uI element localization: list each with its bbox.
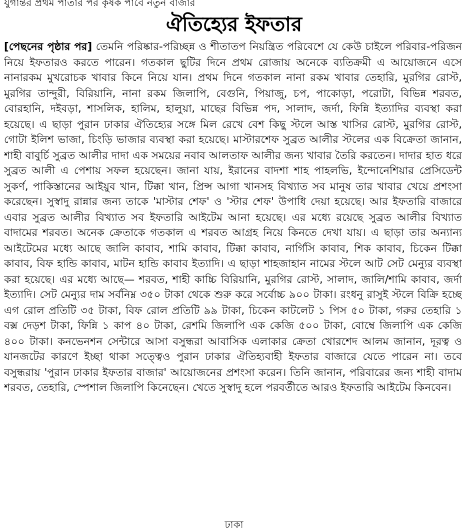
continued-from-label: [পেছনের পৃষ্ঠার পর] xyxy=(4,41,93,53)
article-headline: ঐতিহ্যের ইফতার xyxy=(166,12,302,36)
article-body xyxy=(4,40,462,518)
next-article-fragment: ঢাকা xyxy=(224,520,244,531)
previous-article-fragment: যুগান্তর প্রথম পাতার পর কৃষক পাবে নতুন বাজার xyxy=(4,0,196,8)
article-body-text: তেমনি পরিষ্কার-পরিচ্ছন্ন ও শীতাতপ নিয়ন্ত্রিত পরিবেশে যে কেউ চাইলে পরিবার-পরিজন নিয়ে ইফতারও করতে পারেন। গতকাল ছুটির দিনে প্রথম রোজায় অনেকে ব্যতিক্রমী এ আয়োজনে এসে নানারকম মুখরোচক খাবার কিনে নিয়ে যান। প্রথম দিনে গতকাল নানা রকম খাবার তেহারি, মুরগির রোস্ট, মুরগির তান্দুরী, বিরিয়ানি, নানা রকম জিলাপি, বেগুনি, পিয়াজু, চপ, পাকোড়া, পরোটা, বিভিন্ন শরবত, বোরহানি, দইবড়া, শাসলিক, হালিম, হালুয়া, মাছের বিভিন্ন পদ, সালাদ, জর্দা, ফিন্নি ইত্যাদির ব্যবস্থা করা হয়েছে। এ ছাড়া পুরান ঢাকার ঐতিহ্যের সঙ্গে মিল রেখে বেশ কিছু স্টলে আস্ত খাসির রোস্ট, মুরগির রোস্ট, গোটা ইলিশ ভাজা, চিংড়ি ভাজার ব্যবস্থা করা হয়েছে। মাস্টারশেফ সুব্রত আলীর স্টলের এক বিক্রেতা জানান, শাহী বাবুর্চি সুব্রত আলীর দাদা এক সময়ের নবাব আলতাফ আলীর জন্য খাবার তৈরি করতেন। দাদার হাত ধরে সুব্রত আলী এ পেশায় সফল হয়েছেন। জানা যায়, ইরানের বাদশা শাহ পাহলভি, ইন্দোনেশিয়ার প্রেসিডেন্ট সুকর্ণ, পাকিস্তানের আইয়ুব খান, টিক্কা খান, প্রিন্স আগা খানসহ বিখ্যাত সব মানুষ তার খাবার খেয়ে প্রশংসা করেছেন। সুস্বাদু রান্নার জন্য তাকে 'মাস্টার শেফ' ও 'স্টার শেফ' উপাধি দেয়া হয়েছে। আর ইফতারি বাজারে এবার সুব্রত আলীর বিখ্যাত সব ইফতারি আইটেম আনা হয়েছে। এর মধ্যে রয়েছে সুব্রত আলীর বিখ্যাত বাদামের শরবত। অনেক ক্রেতাকে গতকাল এ শরবত আগ্রহ নিয়ে কিনতে দেখা যায়। এ ছাড়া তার অন্যান্য আইটেমের মধ্যে আছে জালি কাবাব, শামি কাবাব, টিক্কা কাবাব, নার্গিসি কাবাব, শিক কাবাব, চিকেন টিক্কা কাবাব, বিফ হান্ডি কাবাব, মাটন হান্ডি কাবাব ইত্যাদি। এ ছাড়া শাহজাহান নামের স্টলে আট সেট মেন্যুর ব্যবস্থা করা হয়েছে। এর মধ্যে আছে— শরবত, শাহী কাচ্চি বিরিয়ানি, মুরগির রোস্ট, সালাদ, জালি/শামি কাবাব, জর্দা ইত্যাদি। সেট মেন্যুর দাম সর্বনিম্ন ৩৫০ টাকা থেকে শুরু করে সর্বোচ্চ ৯০০ টাকা। রংধনু রাসুই স্টলে বিক্রি হচ্ছে এগ রোল প্রতিটি ৩৫ টাকা, বিফ রোল প্রতিটি ৯৯ টাকা, চিকেন কাটলেট ১ পিস ৫০ টাকা, গরুর তেহারি ১ বক্স দেড়শ টাকা, ফিন্নি ১ কাপ ৪০ টাকা, রেশমি জিলাপি এক কেজি ৫০০ টাকা, বোম্বে জিলাপি এক কেজি ৪০০ টাকা। কনভেনশন সেন্টারে আসা বসুন্ধরা আবাসিক এলাকার ক্রেতা খোরশেদ আলম জানান, দূরত্ব ও যানজটের কারণে ইচ্ছা থাকা সত্ত্বেও পুরান ঢাকার ঐতিহ্যবাহী ইফতার বাজারে যেতে পারেন না। তবে বসুন্ধরায় 'পুরান ঢাকার ইফতার বাজার' আয়োজনের প্রশংসা করেন। তিনি জানান, পরিবারের জন্য শাহী বাদাম শরবত, তেহারি, স্পেশাল জিলাপি কিনেছেন। খেতে সুস্বাদু হলে পরবর্তীতে আরও ইফতারি আইটেম কিনবেন। xyxy=(4,41,462,394)
